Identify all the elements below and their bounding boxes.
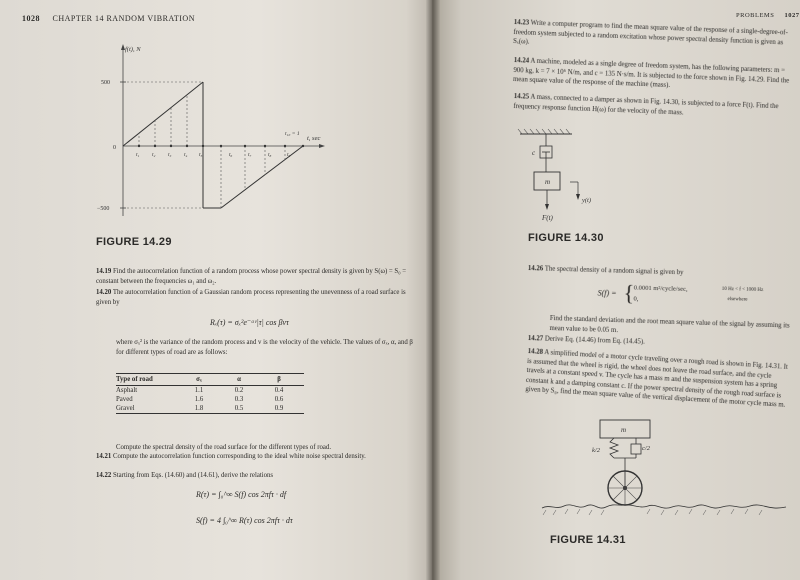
table-cell: 0.2 — [234, 387, 244, 394]
chapter-title: CHAPTER 14 RANDOM VIBRATION — [52, 14, 195, 23]
problem-text: Starting from Eqs. (14.60) and (14.61), derive the relations — [113, 472, 274, 479]
problem-14-26 — [528, 264, 792, 281]
fig29-xtick-4: t₄ — [184, 152, 188, 158]
problem-number: 14.28 — [527, 347, 544, 356]
figure-14-29-caption: FIGURE 14.29 — [96, 236, 172, 248]
table-row — [116, 395, 304, 404]
problem-14-19 — [96, 267, 414, 286]
right-page — [432, 0, 800, 580]
problem-text: The autocorrelation function of a Gaussian random process representing the unevenness of a road surface is given by — [96, 289, 406, 306]
table-row — [116, 404, 304, 414]
problem-text: Find the autocorrelation function of a random process whose power spectral density is given by S(ω) = S₀ = constant between the frequencies ω₁ and ω₂. — [96, 268, 407, 285]
fig31-k-label: k/2 — [592, 447, 600, 454]
column-header: β — [264, 374, 304, 386]
fig30-m-label: m — [545, 178, 551, 186]
table-row — [116, 386, 304, 396]
problem-number: 14.23 — [513, 18, 530, 27]
problem-number: 14.21 — [96, 453, 112, 460]
fig29-xtick-6: t₆ — [229, 152, 233, 158]
page-number-left: 1028 — [22, 14, 40, 23]
equation-spectral-density — [581, 280, 792, 312]
running-head-left — [22, 14, 195, 23]
problem-text: The spectral density of a random signal is given by — [544, 265, 684, 277]
problem-number: 14.26 — [527, 264, 544, 273]
fig29-xtick-1: t₁ — [136, 152, 140, 158]
column-header: α — [224, 374, 264, 386]
problem-14-21 — [96, 452, 414, 462]
table-cell: 0.9 — [264, 404, 304, 414]
table-cell: Paved — [116, 396, 133, 403]
table-cell: Gravel — [116, 404, 184, 414]
figure-14-31 — [540, 414, 790, 529]
problem-number: 14.19 — [96, 268, 112, 275]
problem-number: 14.25 — [513, 92, 530, 101]
problem-14-22 — [96, 471, 414, 481]
figure-14-29 — [95, 38, 340, 233]
problem-number: 14.20 — [96, 289, 112, 296]
fig29-xtick-2: t₂ — [152, 152, 156, 158]
problem-number: 14.22 — [96, 472, 112, 479]
section-title: PROBLEMS — [736, 12, 775, 19]
problem-14-20 — [96, 288, 414, 307]
eq-condition-1: 10 Hz < f < 1000 Hz — [721, 286, 764, 294]
fig31-m-label: m — [621, 426, 627, 434]
table-cell: 1.1 — [194, 387, 204, 394]
fig29-ytick-0: 0 — [113, 145, 116, 151]
eq-condition-2: elsewhere — [727, 297, 748, 303]
problem-14-28 — [525, 347, 789, 410]
table-cell: 0.3 — [234, 396, 244, 403]
book-gutter — [426, 0, 440, 580]
fig29-ytick-500: 500 — [101, 80, 110, 86]
table-header-row — [116, 374, 304, 386]
fig30-y-label: y(t) — [582, 197, 592, 204]
figure-14-31-caption: FIGURE 14.31 — [550, 534, 626, 546]
problem-text: A simplified model of a motor cycle traveling over a rough road is shown in Fig. 14.31. It is assumed that the wheel is rigid, the wheel does not leave the road surface, and the cycle travels at a constant speed v. The cycle has a mass m and the suspension system has a spring constant k and a damping constant c. If the power spectral density of the rough road surface is given by S₀, find the mean square value of the vertical displacement of the motor cycle mass m. — [525, 349, 788, 409]
fig29-xtick-3: t₃ — [168, 152, 172, 158]
fig29-xlabel: t, sec — [307, 135, 321, 142]
problem-text: Compute the autocorrelation function corresponding to the ideal white noise spectral density. — [113, 453, 366, 460]
column-header: Type of road — [116, 374, 184, 386]
equation-s-f: S(f) = 4 ∫₀^∞ R(τ) cos 2πfτ · dτ — [196, 516, 293, 525]
problem-text: A mass, connected to a damper as shown in Fig. 14.30, is subjected to a force F(t). Find the frequency response function H(ω) for the velocity of the mass. — [513, 93, 779, 117]
table-cell: 0.6 — [274, 396, 284, 403]
fig29-xtick-9: t₉ — [287, 152, 291, 158]
problem-text: A machine, modeled as a single degree of freedom system, has the following parameters: m = 900 kg, k = 7 × 10⁶ N/m, and c = 135 N·s/m. It is subjected to the force shown in Fig. 14.29. Find the mean square value of the response of the machine (mass). — [512, 57, 790, 90]
page-number-right: 1027 — [784, 12, 800, 19]
equation-r-tau: R(τ) = ∫₀^∞ S(f) cos 2πfτ · df — [196, 490, 287, 499]
problem-14-26-follow: Find the standard deviation and the root mean square value of the signal by assuming its mean value to be 0.05 m. — [549, 314, 790, 334]
column-header: σₓ — [184, 374, 224, 386]
figure-14-30-caption: FIGURE 14.30 — [528, 232, 604, 244]
fig29-xtick-5: t₅ — [199, 152, 203, 158]
fig29-annotation: t₁₀ = 1 — [285, 131, 300, 137]
eq-case-1: 0.0001 m²/cycle/sec, — [633, 284, 688, 293]
compute-text: Compute the spectral density of the road surface for the different types of road. — [116, 444, 332, 451]
equation-autocorrelation: Rₓ(τ) = σₓ²e⁻ᵅᵛ|τ| cos βvτ — [210, 318, 289, 327]
problem-number: 14.27 — [527, 334, 544, 343]
fig31-c-label: c/2 — [642, 445, 650, 452]
fig29-ytick-neg500: −500 — [97, 206, 110, 212]
problem-14-24 — [513, 56, 792, 95]
where-paragraph: where σₓ² is the variance of the random process and v is the velocity of the vehicle. The values of σₓ, α, and β for different types of road are as follows: — [116, 339, 413, 356]
fig29-ylabel: f(t), N — [125, 46, 141, 53]
eq-case-2: 0, — [633, 295, 639, 303]
eq-brace: { — [623, 280, 635, 306]
fig29-xtick-8: t₈ — [268, 152, 272, 158]
table-cell: 1.6 — [194, 396, 204, 403]
problem-14-23 — [513, 18, 792, 57]
problem-text: Derive Eq. (14.46) from Eq. (14.45). — [544, 335, 645, 346]
running-head-right — [736, 12, 799, 19]
fig29-xtick-7: t₇ — [248, 152, 252, 158]
problem-number: 14.24 — [513, 56, 530, 65]
figure-14-30 — [512, 128, 632, 228]
eq-lhs: S(f) = — [597, 288, 617, 298]
road-table — [116, 373, 304, 414]
fig30-force-label: F(t) — [542, 214, 553, 222]
table-cell: Asphalt — [116, 387, 138, 394]
fig30-c-label: c — [532, 149, 536, 157]
problem-text: Write a computer program to find the mean square value of the response of a single-degree-of-freedom system subjected to a random excitation whose power spectral density function is given as Sₓ(ω). — [512, 19, 788, 46]
problem-14-25 — [513, 92, 792, 122]
table-cell: 0.5 — [224, 404, 264, 414]
table-cell: 1.8 — [184, 404, 224, 414]
table-cell: 0.4 — [274, 387, 284, 394]
